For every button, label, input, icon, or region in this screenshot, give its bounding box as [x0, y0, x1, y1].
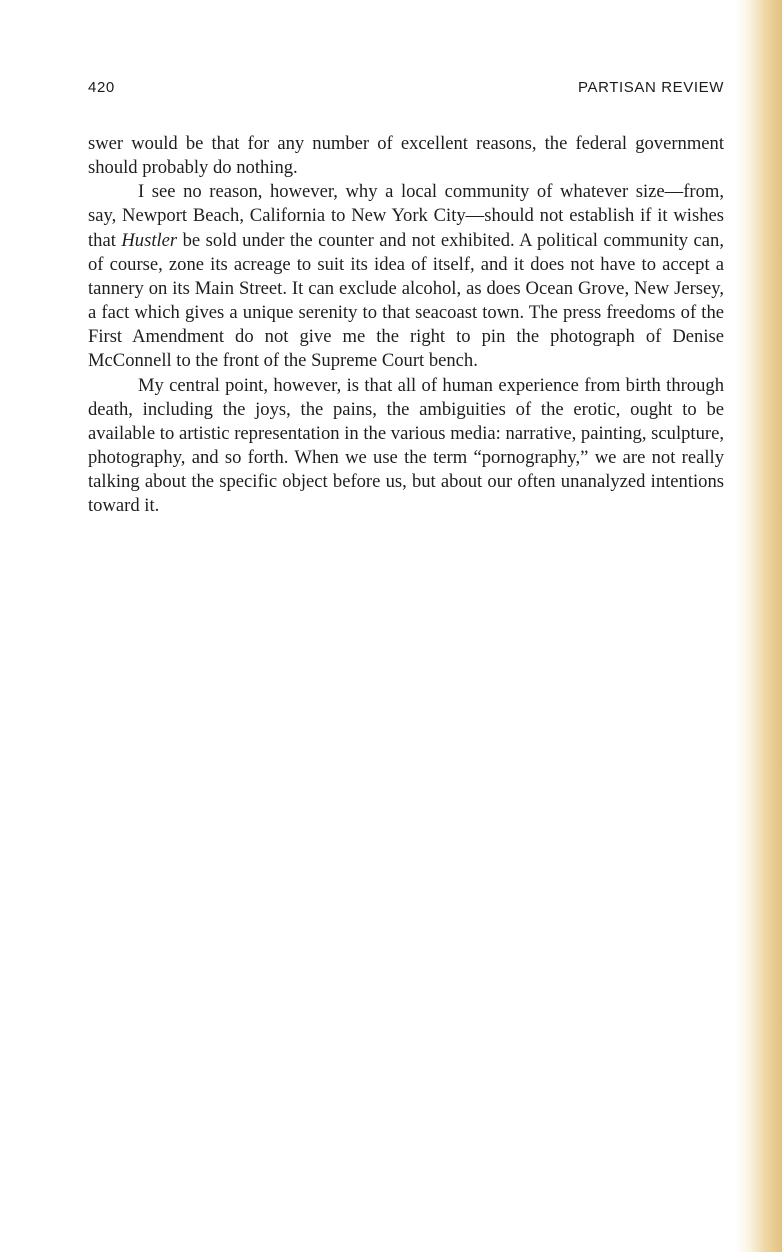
page-number: 420	[88, 79, 115, 96]
paragraph-2-text-start: I see no reason, however, why a local community of whatever size—from, say, Newport Beach, California to New York City—should not establish if it wishes that	[88, 181, 724, 251]
running-head	[88, 79, 724, 101]
body-text	[88, 132, 724, 519]
paragraph-2	[88, 180, 724, 373]
hustler-title: Hustler	[121, 229, 178, 251]
journal-title: PARTISAN REVIEW	[578, 79, 724, 96]
paragraph-1: swer would be that for any number of excellent reasons, the federal government should probably do nothing.	[88, 133, 724, 179]
paragraph-2-text-end: be sold under the counter and not exhibited. A political community can, of course, zone its acreage to suit its idea of itself, and it does not have to accept a tannery on its Main Street. It can exclude alcohol, as does Ocean Grove, New Jersey, a fact which gives a unique serenity to that seacoast town. The press freedoms of the First Amendment do not give me the right to pin the photograph of Denise McConnell to the front of the Supreme Court bench.	[88, 229, 725, 372]
paragraph-3: My central point, however, is that all of human experience from birth through death, including the joys, the pains, the ambiguities of the erotic, ought to be available to artistic representation in the various media: narrative, painting, sculpture, photography, and so forth. When we use the term “pornography,” we are not really talking about the specific object before us, but about our often unanalyzed intentions toward it.	[88, 374, 724, 517]
